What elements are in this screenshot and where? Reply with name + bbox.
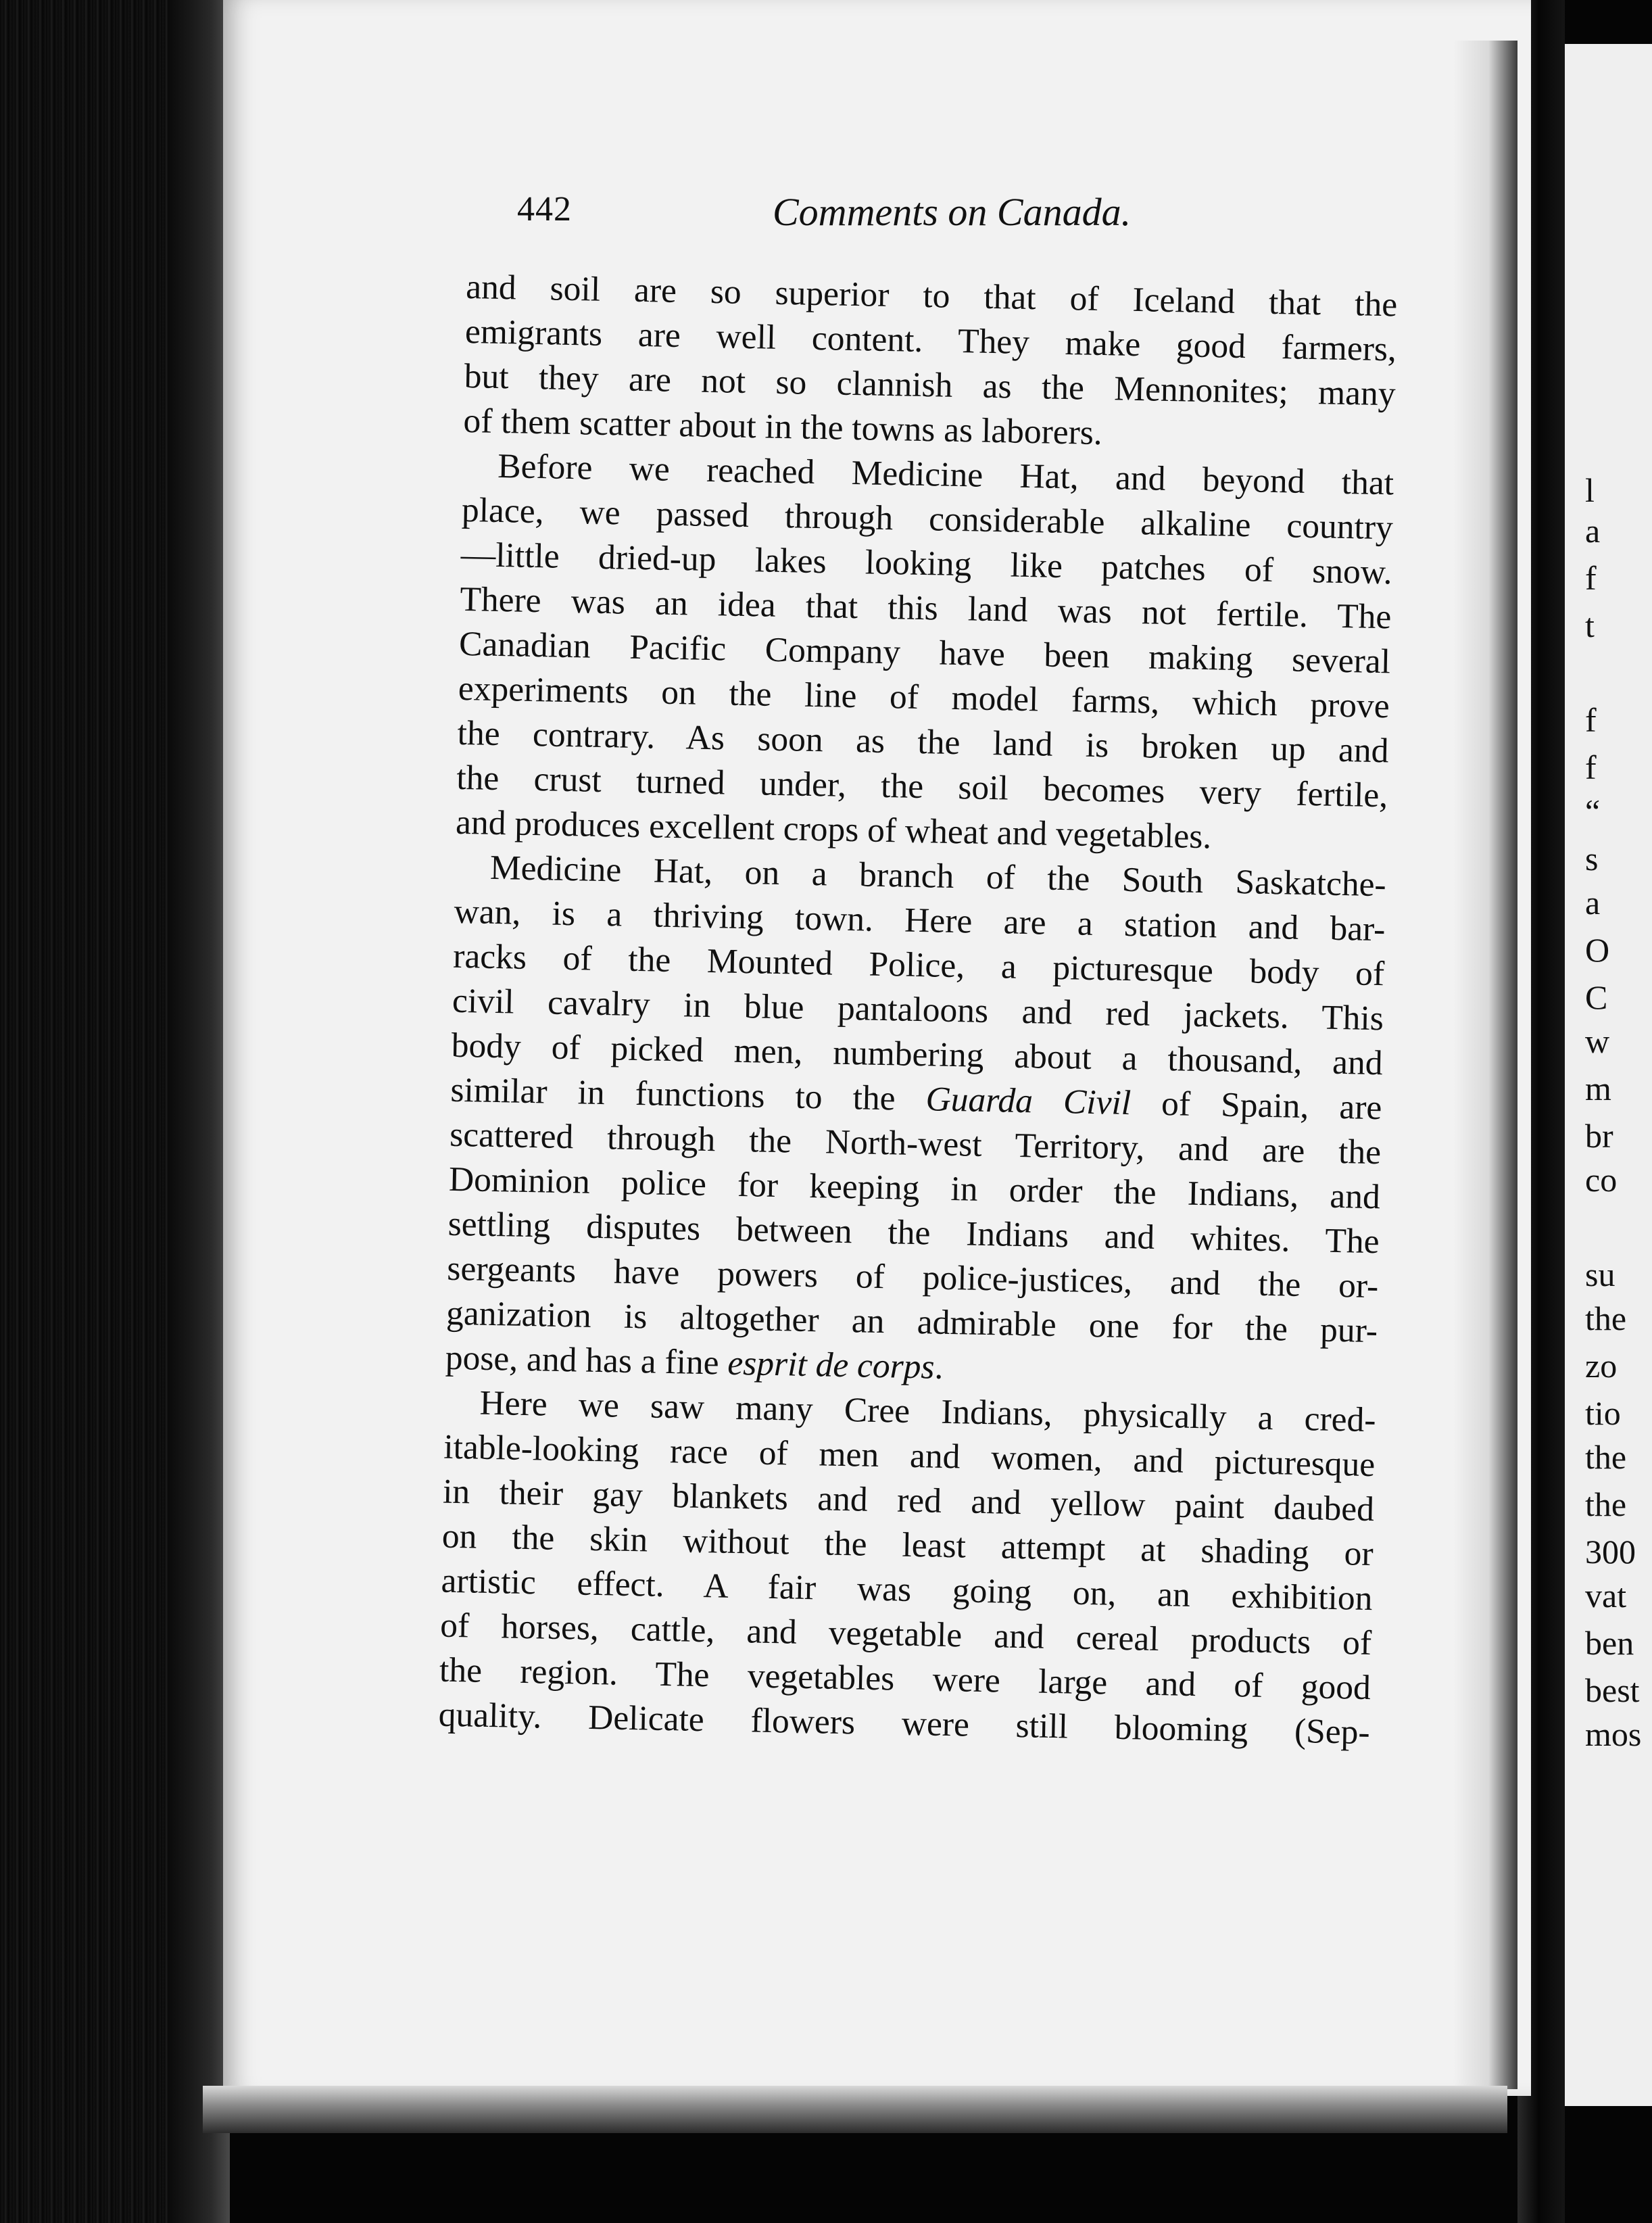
text-line: and produces excellent crops of wheat and vegetables. <box>455 803 1212 857</box>
text-line: but they are not so clannish as the Mennonites; many <box>464 356 1396 414</box>
text-line: the crust turned under, the soil becomes very fertile, <box>456 758 1388 815</box>
next-page-fragment: vat <box>1585 1577 1627 1615</box>
text-line: artistic effect. A fair was going on, an exhibition <box>441 1561 1373 1619</box>
binding-gutter <box>168 0 230 2223</box>
page-bottom-edge <box>203 2086 1507 2133</box>
text-span: . <box>933 1347 944 1387</box>
text-span: of Spain, are <box>1130 1084 1382 1128</box>
next-page-fragment: f <box>1585 748 1597 786</box>
text-line: the contrary. As soon as the land is broken up and <box>457 713 1389 771</box>
next-page-fragment: co <box>1585 1161 1618 1199</box>
text-line: settling disputes between the Indians and whites. The <box>447 1204 1380 1262</box>
text-span: similar in functions to the <box>450 1070 927 1119</box>
text-line: of them scatter about in the towns as laborers. <box>463 401 1103 453</box>
text-line: itable-looking race of men and women, and picturesque <box>443 1427 1376 1485</box>
next-page-fragment: l <box>1585 471 1595 509</box>
next-page-fragment: s <box>1585 840 1599 878</box>
next-page-fragment: br <box>1585 1117 1613 1155</box>
next-page-fragment: the <box>1585 1438 1627 1476</box>
next-page-fragment: O <box>1585 931 1610 969</box>
text-line: Here we saw many Cree Indians, physically a cred- <box>479 1383 1376 1440</box>
text-line: experiments on the line of model farms, which prove <box>458 669 1390 726</box>
text-line: place, we passed through considerable alkaline country <box>461 490 1394 548</box>
next-page-fragment: the <box>1585 1485 1627 1523</box>
text-line: Dominion police for keeping in order the Indians, and <box>448 1160 1381 1217</box>
next-page-fragment: “ <box>1585 792 1601 830</box>
text-line: of horses, cattle, and vegetable and cereal products of <box>439 1606 1372 1663</box>
text-line: There was an idea that this land was not fertile. The <box>459 579 1392 637</box>
text-line: in their gay blankets and red and yellow paint daubed <box>442 1472 1375 1529</box>
next-page-fragment: tio <box>1585 1394 1621 1432</box>
text-line: on the skin without the least attempt at shading or <box>441 1516 1374 1574</box>
text-line: Canadian Pacific Company have been making several <box>458 624 1391 682</box>
text-line: quality. Delicate flowers were still blooming (Sep- <box>438 1695 1371 1752</box>
text-line: Before we reached Medicine Hat, and beyond that <box>497 446 1394 503</box>
page-number: 442 <box>517 190 572 229</box>
next-page-fragment: a <box>1585 512 1601 550</box>
body-text <box>438 265 1398 1755</box>
text-line: sergeants have powers of police-justices, and the or- <box>446 1249 1379 1306</box>
next-page-fragment: C <box>1585 978 1608 1016</box>
next-page-fragment: f <box>1585 559 1597 597</box>
text-line: ganization is altogether an admirable one for the pur- <box>445 1293 1378 1351</box>
text-line: racks of the Mounted Police, a picturesque body of <box>452 936 1385 994</box>
next-page-fragment: ben <box>1585 1624 1634 1662</box>
next-page-fragment: su <box>1585 1256 1615 1293</box>
next-page-fragment: f <box>1585 701 1597 739</box>
next-page-fragment: w <box>1585 1022 1610 1060</box>
text-line: scattered through the North-west Territory, and are the <box>449 1115 1382 1172</box>
next-page-fragment: the <box>1585 1299 1627 1337</box>
page-header <box>517 189 1396 243</box>
text-line: civil cavalry in blue pantaloons and red jackets. This <box>452 981 1384 1038</box>
text-line: emigrants are well content. They make good farmers, <box>464 312 1397 369</box>
italic-phrase: Guarda Civil <box>925 1080 1132 1123</box>
text-line: Medicine Hat, on a branch of the South Saskatche- <box>489 848 1387 905</box>
running-head: Comments on Canada. <box>773 190 1132 234</box>
next-page-fragment: mos <box>1585 1715 1642 1753</box>
text-line: body of picked men, numbering about a thousand, and <box>451 1026 1384 1083</box>
next-page-fragment: zo <box>1585 1347 1618 1385</box>
text-line: and soil are so superior to that of Iceland that the <box>465 267 1398 325</box>
italic-phrase: esprit de corps <box>727 1343 936 1387</box>
page-fold-shadow <box>1453 41 1517 2089</box>
text-line: the region. The vegetables were large and of good <box>439 1650 1371 1708</box>
next-page-fragment: m <box>1585 1070 1611 1107</box>
text-line: —little dried-up lakes looking like patches of snow. <box>460 535 1393 592</box>
next-page-edge <box>1565 44 1652 2106</box>
next-page-fragment: 300 <box>1585 1533 1636 1571</box>
text-span: pose, and has a fine <box>445 1338 729 1383</box>
next-page-fragment: a <box>1585 884 1601 922</box>
next-page-fragment: best <box>1585 1671 1640 1709</box>
text-line: wan, is a thriving town. Here are a station and bar- <box>454 892 1386 949</box>
next-page-fragment: t <box>1585 606 1595 644</box>
